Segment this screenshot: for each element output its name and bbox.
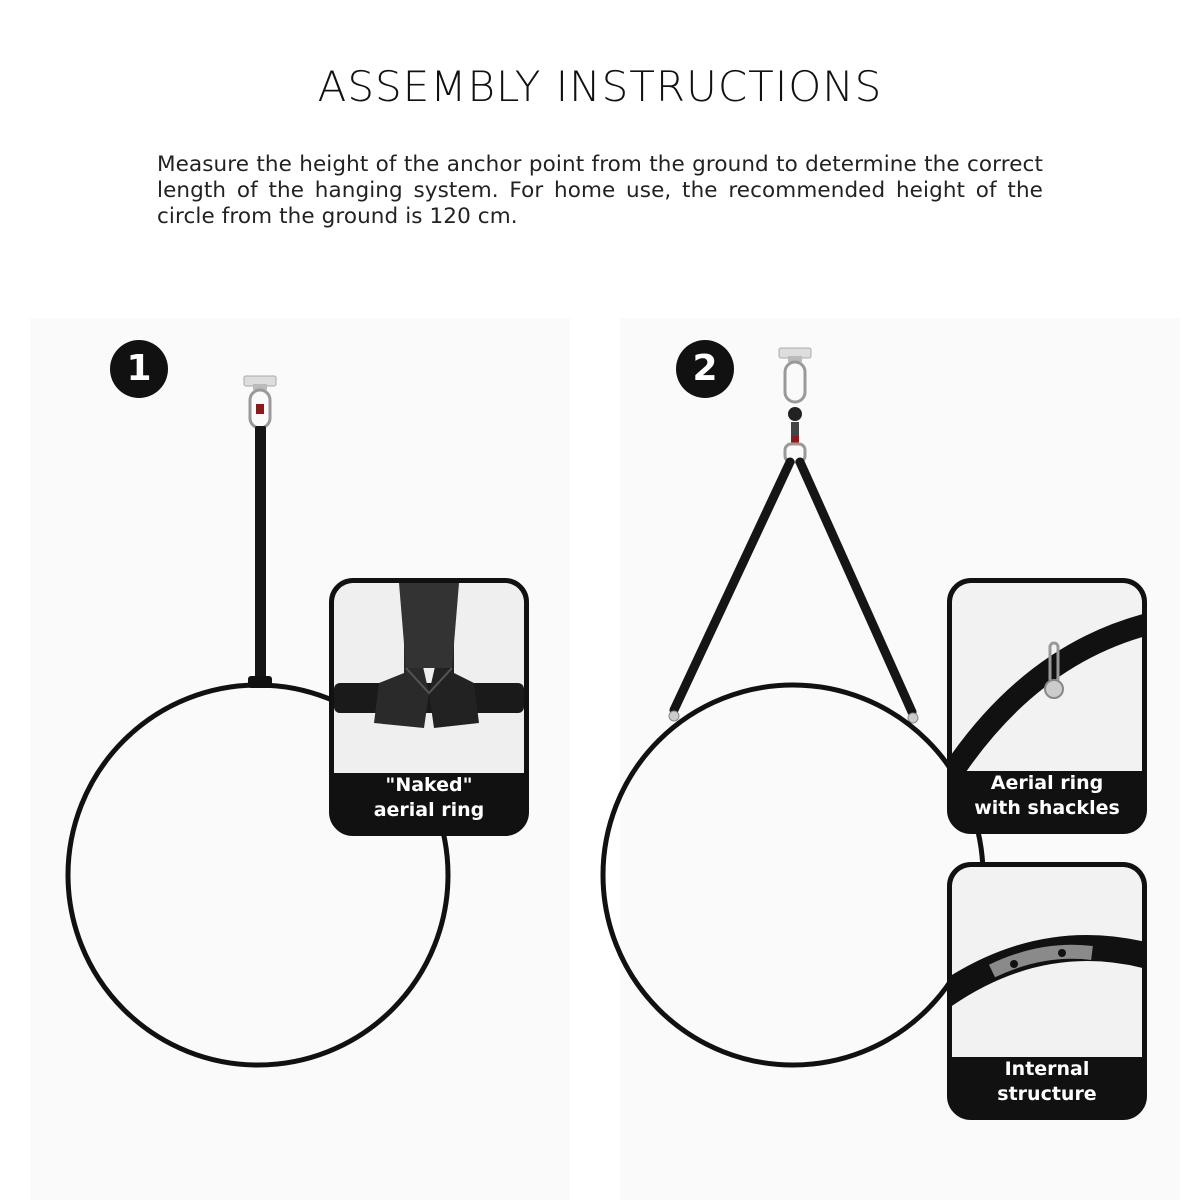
callout-internal-structure xyxy=(947,862,1147,1120)
caption-line-1: Aerial ring xyxy=(990,772,1104,794)
strap-wrap-closeup-icon xyxy=(334,583,524,773)
caption-line-2: aerial ring xyxy=(373,799,485,821)
strap-icon xyxy=(255,426,266,678)
caption-line-2: structure xyxy=(997,1083,1097,1105)
ceiling-mount-icon xyxy=(779,348,811,362)
caption-line-1: Internal xyxy=(1004,1058,1090,1080)
carabiner-icon xyxy=(250,390,270,428)
instructions-text: Measure the height of the anchor point from the ground to determine the correct length of the hanging system. For home use, the recommended height of the circle from the ground is 120 cm. xyxy=(157,152,1043,229)
shackle-left-icon xyxy=(669,711,679,721)
carabiner-icon xyxy=(785,362,805,402)
caption-line-2: with shackles xyxy=(974,797,1120,819)
aerial-ring-2 xyxy=(603,685,983,1065)
sling-straps-icon xyxy=(674,462,912,712)
internal-joint-closeup-icon xyxy=(952,867,1142,1057)
step-2-badge: 2 xyxy=(676,340,734,398)
page-title: ASSEMBLY INSTRUCTIONS xyxy=(317,62,883,111)
shackle-right-icon xyxy=(908,713,918,723)
swivel-icon xyxy=(788,407,802,444)
callout-naked-ring xyxy=(329,578,529,836)
step-1-badge: 1 xyxy=(110,340,168,398)
caption-line-1: "Naked" xyxy=(385,774,473,796)
ceiling-mount-icon xyxy=(244,376,276,390)
callout-ring-with-shackles xyxy=(947,578,1147,834)
shackle-closeup-icon xyxy=(952,583,1142,771)
